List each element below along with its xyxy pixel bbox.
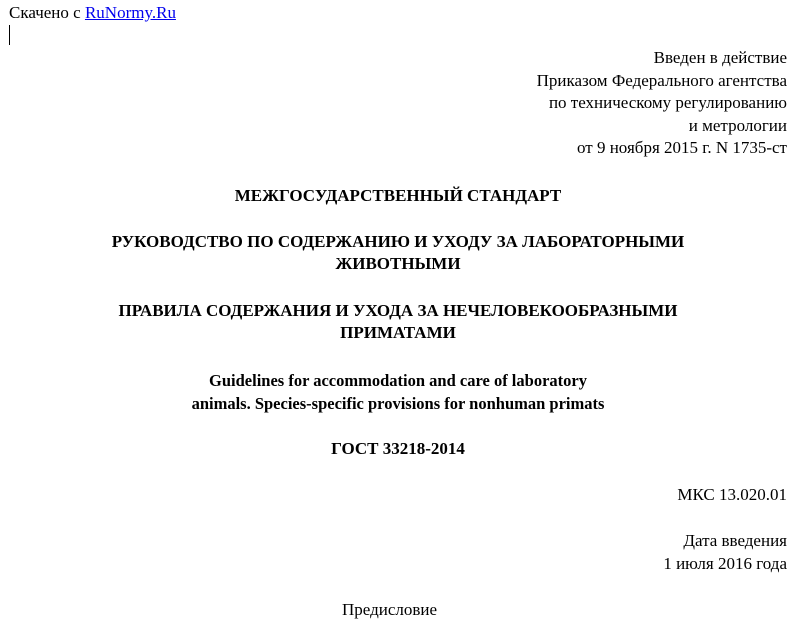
introduction-date-value: 1 июля 2016 года <box>663 553 787 573</box>
sub-title <box>0 300 790 344</box>
standard-type-heading <box>0 185 790 207</box>
enactment-line: по техническому регулированию <box>548 93 787 112</box>
gost-number-text: ГОСТ 33218-2014 <box>331 439 465 458</box>
sub-title-line: ПРИМАТАМИ <box>340 323 456 342</box>
introduction-date-block <box>663 530 787 575</box>
text-cursor <box>9 25 10 45</box>
download-source-prefix: Скачено с <box>9 3 81 22</box>
enactment-line: и метрологии <box>688 115 787 135</box>
introduction-date-label: Дата введения <box>683 531 787 550</box>
enactment-line: Приказом Федерального агентства <box>536 70 787 90</box>
mks-code: МКС 13.020.01 <box>677 485 787 504</box>
runormy-site-link[interactable]: RuNormy.Ru <box>84 3 176 22</box>
standard-type-text: МЕЖГОСУДАРСТВЕННЫЙ СТАНДАРТ <box>234 186 562 205</box>
main-title-line: ЖИВОТНЫМИ <box>335 254 461 273</box>
english-title <box>0 369 790 415</box>
enactment-line: Введен в действие <box>653 48 787 67</box>
gost-number-heading <box>0 438 790 460</box>
enactment-line: от 9 ноября 2015 г. N 1735-ст <box>577 138 787 157</box>
main-title <box>0 231 790 275</box>
english-title-line: Guidelines for accommodation and care of laboratory <box>209 371 587 390</box>
english-title-line: animals. Species-specific provisions for nonhuman primats <box>191 394 605 413</box>
download-source-line <box>9 3 176 23</box>
enactment-block <box>537 47 787 160</box>
sub-title-line: ПРАВИЛА СОДЕРЖАНИЯ И УХОДА ЗА НЕЧЕЛОВЕКООБРАЗНЫМИ <box>118 301 678 320</box>
preface-heading: Предисловие <box>342 600 438 619</box>
main-title-line: РУКОВОДСТВО ПО СОДЕРЖАНИЮ И УХОДУ ЗА ЛАБОРАТОРНЫМИ <box>111 232 685 251</box>
